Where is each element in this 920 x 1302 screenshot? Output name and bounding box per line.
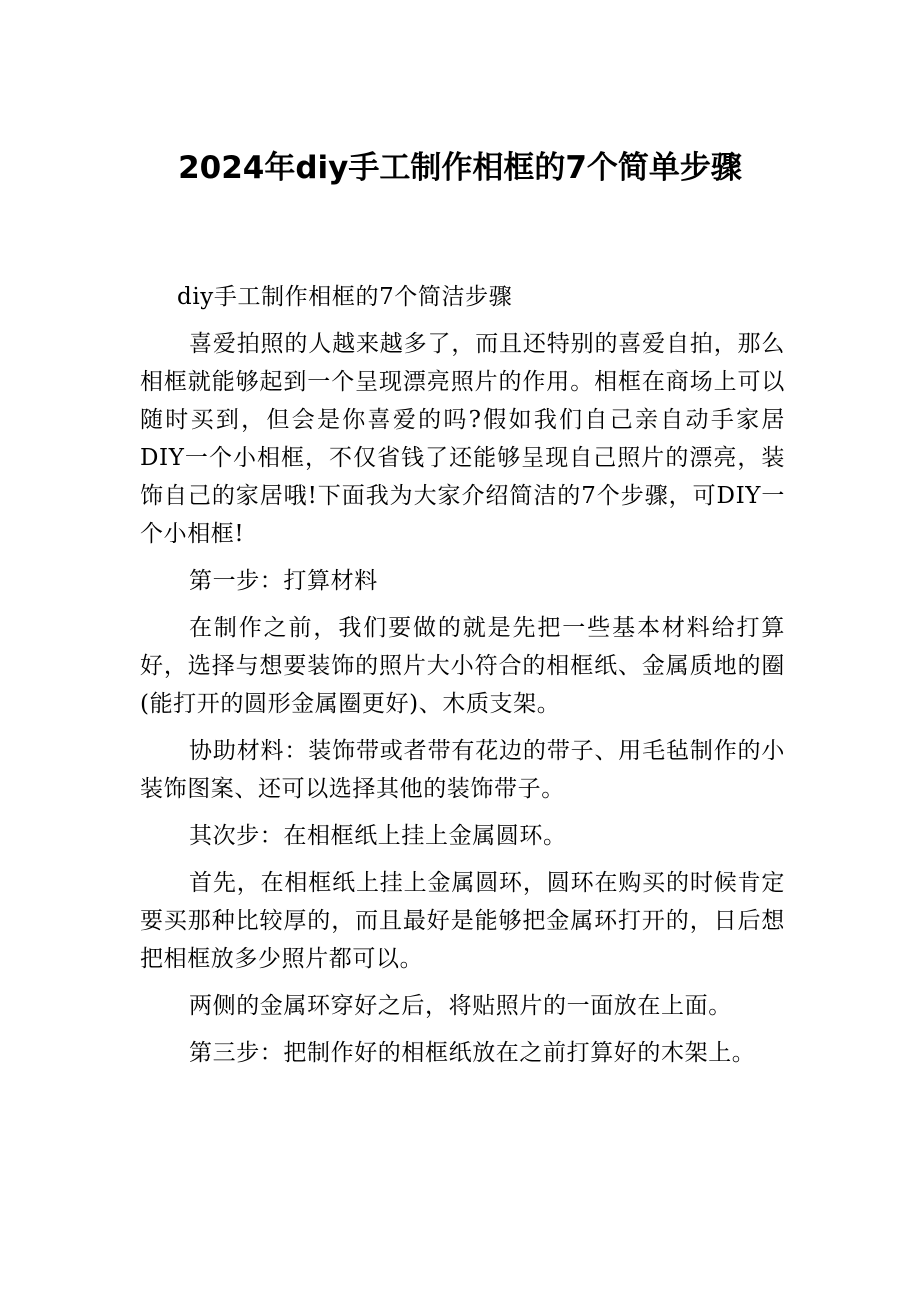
document-title: 2024年diy手工制作相框的7个简单步骤: [178, 150, 742, 186]
step-two-followup-paragraph: 两侧的金属环穿好之后，将贴照片的一面放在上面。: [189, 993, 732, 1019]
step-three-heading: 第三步：把制作好的相框纸放在之前打算好的木架上。: [189, 1040, 756, 1066]
step-one-paragraph: 在制作之前，我们要做的就是先把一些基本材料给打算好，选择与想要装饰的照片大小符合的相框纸、金属质地的圈(能打开的圆形金属圈更好)、木质支架。: [140, 615, 785, 717]
step-one-heading: 第一步：打算材料: [189, 568, 378, 594]
intro-paragraph: 喜爱拍照的人越来越多了，而且还特别的喜爱自拍，那么相框就能够起到一个呈现漂亮照片的作用。相框在商场上可以随时买到，但会是你喜爱的吗?假如我们自己亲自动手家居DIY一个小相框，不仅省钱了还能够呈现自己照片的漂亮，装饰自己的家居哦!下面我为大家介绍简洁的7个步骤，可DIY一个小相框!: [140, 331, 785, 547]
step-two-heading: 其次步：在相框纸上挂上金属圆环。: [189, 823, 567, 849]
step-two-paragraph: 首先，在相框纸上挂上金属圆环，圆环在购买的时候肯定要买那种比较厚的，而且最好是能够把金属环打开的，日后想把相框放多少照片都可以。: [140, 870, 785, 972]
document-body: [140, 278, 785, 1081]
subtitle-paragraph: diy手工制作相框的7个简洁步骤: [177, 284, 513, 310]
auxiliary-materials-paragraph: 协助材料：装饰带或者带有花边的带子、用毛毡制作的小装饰图案、还可以选择其他的装饰带子。: [140, 738, 785, 802]
